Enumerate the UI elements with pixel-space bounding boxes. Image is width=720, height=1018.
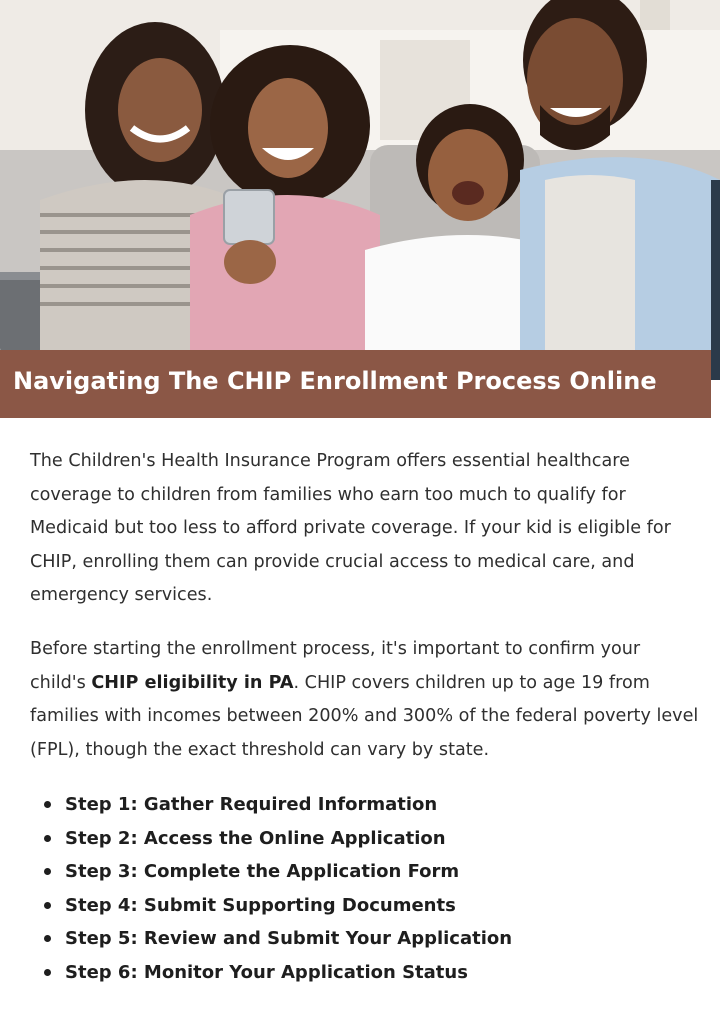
eligibility-paragraph [30, 633, 700, 767]
list-item [44, 822, 512, 856]
bullet-icon [44, 835, 51, 842]
eligibility-link-text: CHIP eligibility in PA [91, 672, 294, 693]
bullet-icon [44, 902, 51, 909]
family-photo-illustration [0, 0, 720, 380]
page-title: Navigating The CHIP Enrollment Process Online [13, 367, 657, 395]
step-label: Step 5: Review and Submit Your Application [65, 928, 513, 950]
article-body [30, 445, 700, 787]
list-item [44, 956, 512, 990]
intro-paragraph: The Children's Health Insurance Program offers essential healthcare coverage to children from families who earn too much to qualify for Medicaid but too less to afford private coverage. If your kid is eligible for CHIP, enrolling them can provide crucial access to medical care, and emergency services. [30, 451, 671, 606]
eligibility-text-start: Before starting the enrollment process, it's important to confirm your child's [30, 638, 641, 693]
hero-photo [0, 0, 720, 380]
title-banner [0, 350, 711, 418]
eligibility-text-end: . CHIP covers children up to age 19 from families with incomes between 200% and 300% of the federal poverty level (FPL), though the exact threshold can vary by state. [30, 672, 699, 760]
list-item [44, 889, 512, 923]
bullet-icon [44, 868, 51, 875]
step-label: Step 1: Gather Required Information [65, 794, 438, 815]
list-item [44, 922, 512, 956]
step-label: Step 4: Submit Supporting Documents [65, 894, 456, 916]
bullet-icon [44, 801, 51, 808]
list-item [44, 855, 512, 889]
bullet-icon [44, 935, 51, 942]
steps-list [44, 788, 512, 990]
bullet-icon [44, 969, 51, 976]
step-label: Step 6: Monitor Your Application Status [65, 961, 468, 983]
step-label: Step 3: Complete the Application Form [65, 861, 460, 883]
list-item [44, 788, 512, 822]
step-label: Step 2: Access the Online Application [65, 827, 446, 849]
